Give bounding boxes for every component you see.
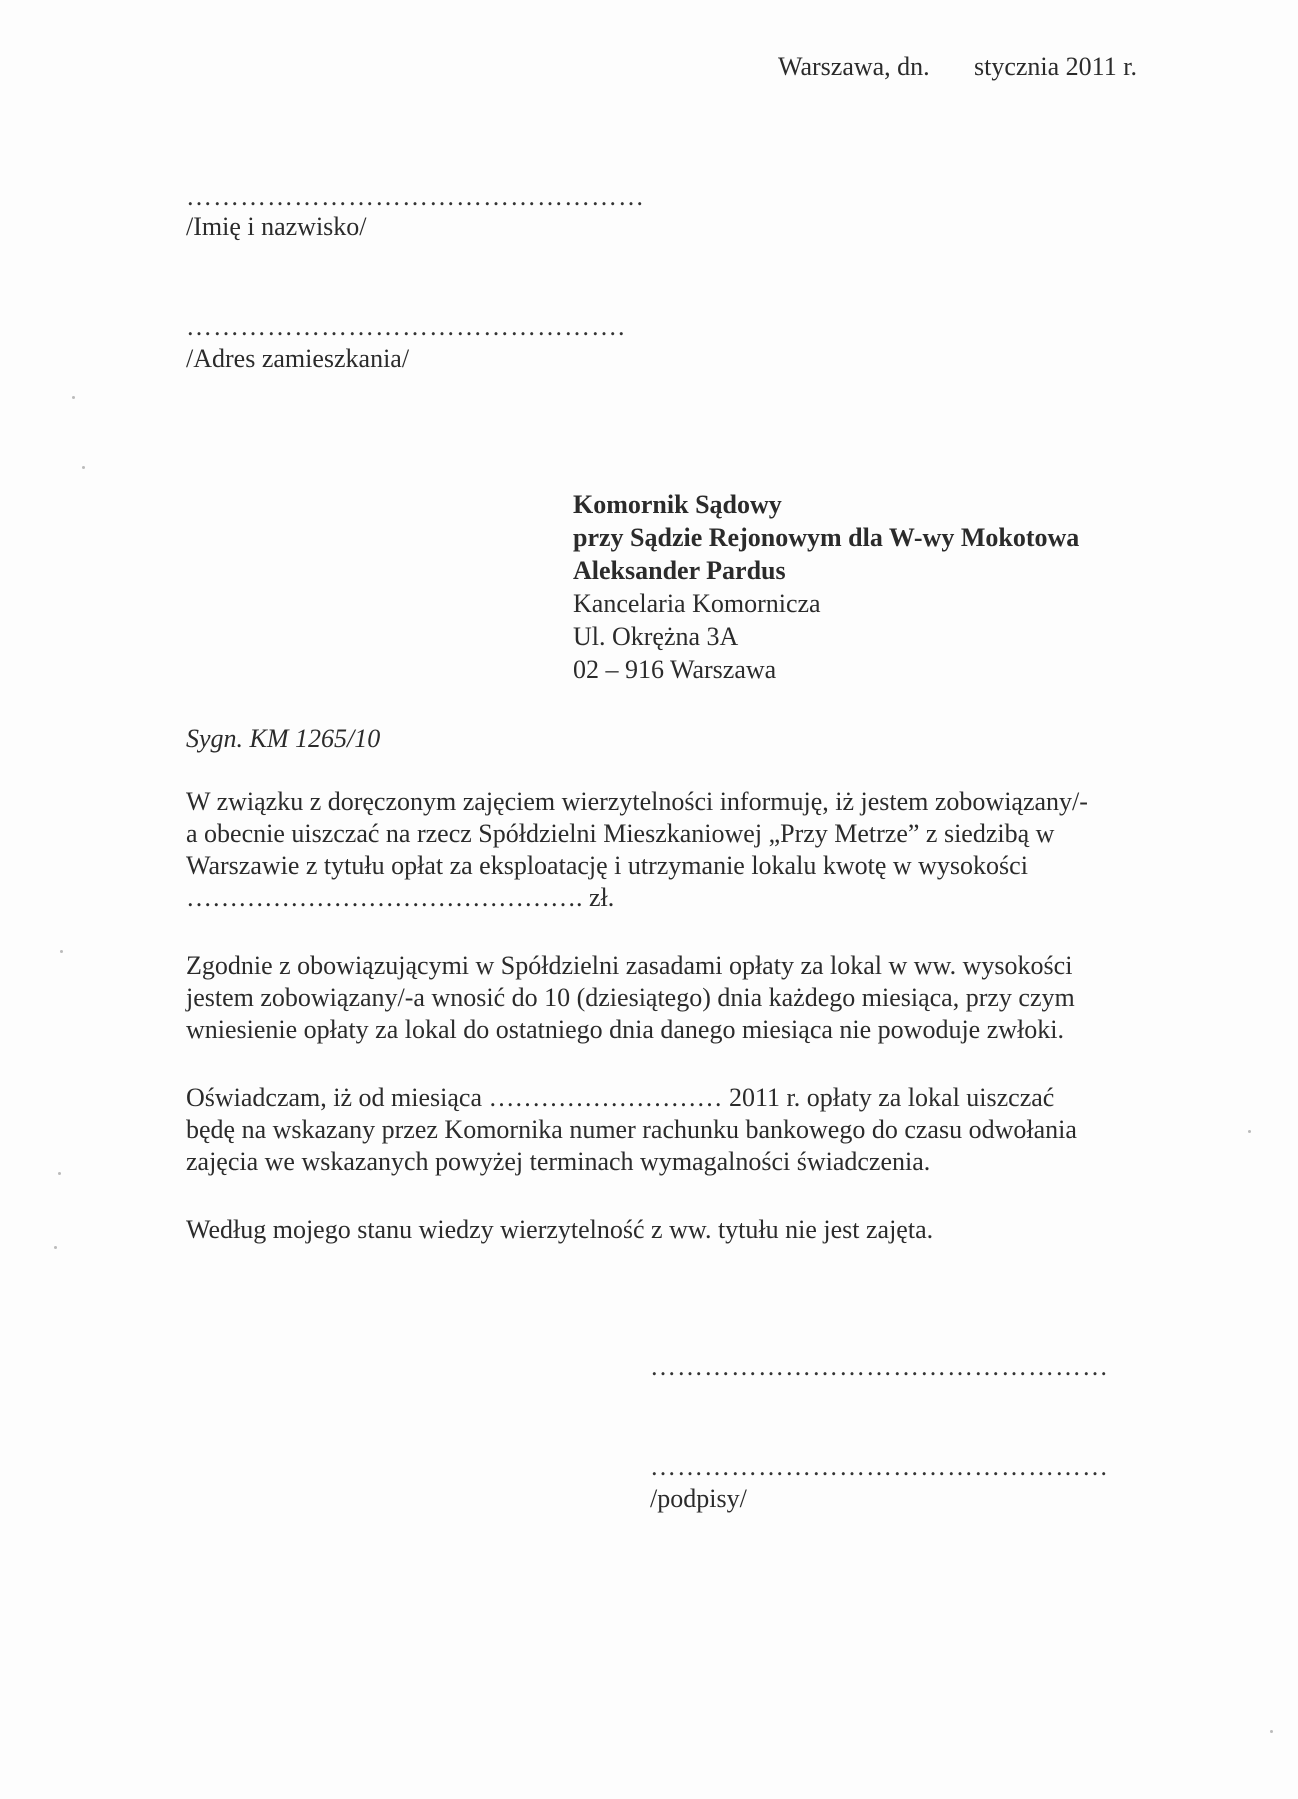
place-date: Warszawa, dn.	[778, 52, 930, 81]
recipient-block	[573, 488, 1079, 686]
month-year: stycznia 2011 r.	[974, 52, 1137, 81]
signature-line-2: ……………………………………………	[650, 1452, 1109, 1481]
scan-speck	[54, 1246, 57, 1249]
paragraph-line: W związku z doręczonym zajęciem wierzytelności informuję, iż jestem zobowiązany/-	[186, 787, 1088, 816]
signature-label: /podpisy/	[650, 1484, 747, 1513]
name-label: /Imię i nazwisko/	[186, 212, 367, 241]
paragraph-4	[186, 1214, 1140, 1246]
paragraph-line: jestem zobowiązany/-a wnosić do 10 (dziesiątego) dnia każdego miesiąca, przy czym	[186, 983, 1075, 1012]
paragraph-line: Oświadczam, iż od miesiąca ……………………… 2011 r. opłaty za lokal uiszczać	[186, 1083, 1055, 1112]
paragraph-line: będę na wskazany przez Komornika numer rachunku bankowego do czasu odwołania	[186, 1115, 1077, 1144]
paragraph-1	[186, 786, 1140, 914]
case-reference: Sygn. KM 1265/10	[186, 724, 381, 753]
scan-speck	[1248, 1130, 1251, 1133]
paragraph-line: Warszawie z tytułu opłat za eksploatację i utrzymanie lokalu kwotę w wysokości	[186, 851, 1028, 880]
amount-line: ………………………………………. zł.	[186, 883, 615, 912]
signature-line-1: ……………………………………………	[650, 1352, 1109, 1381]
recipient-court: przy Sądzie Rejonowym dla W-wy Mokotowa	[573, 523, 1080, 552]
recipient-title: Komornik Sądowy	[573, 490, 782, 519]
address-label: /Adres zamieszkania/	[186, 344, 410, 373]
recipient-city: 02 – 916 Warszawa	[573, 655, 777, 684]
recipient-name: Aleksander Pardus	[573, 556, 786, 585]
scan-speck	[60, 950, 63, 953]
recipient-street: Ul. Okrężna 3A	[573, 622, 739, 651]
paragraph-line: zajęcia we wskazanych powyżej terminach wymagalności świadczenia.	[186, 1147, 931, 1176]
paragraph-line: a obecnie uiszczać na rzecz Spółdzielni Mieszkaniowej „Przy Metrze” z siedzibą w	[186, 819, 1055, 848]
paragraph-line: wniesienie opłaty za lokal do ostatniego dnia danego miesiąca nie powoduje zwłoki.	[186, 1015, 1064, 1044]
paragraph-line: Według mojego stanu wiedzy wierzytelność z ww. tytułu nie jest zajęta.	[186, 1215, 934, 1244]
name-dotted-line: ……………………………………………	[186, 182, 645, 211]
paragraph-line: Zgodnie z obowiązującymi w Spółdzielni zasadami opłaty za lokal w ww. wysokości	[186, 951, 1073, 980]
paragraph-2	[186, 950, 1140, 1046]
recipient-office: Kancelaria Komornicza	[573, 589, 821, 618]
scan-speck	[58, 1172, 61, 1175]
scan-speck	[1270, 1730, 1273, 1733]
scan-speck	[82, 466, 85, 469]
scan-speck	[72, 396, 75, 399]
address-dotted-line: ………………………………………….	[186, 312, 626, 341]
paragraph-3	[186, 1082, 1140, 1178]
